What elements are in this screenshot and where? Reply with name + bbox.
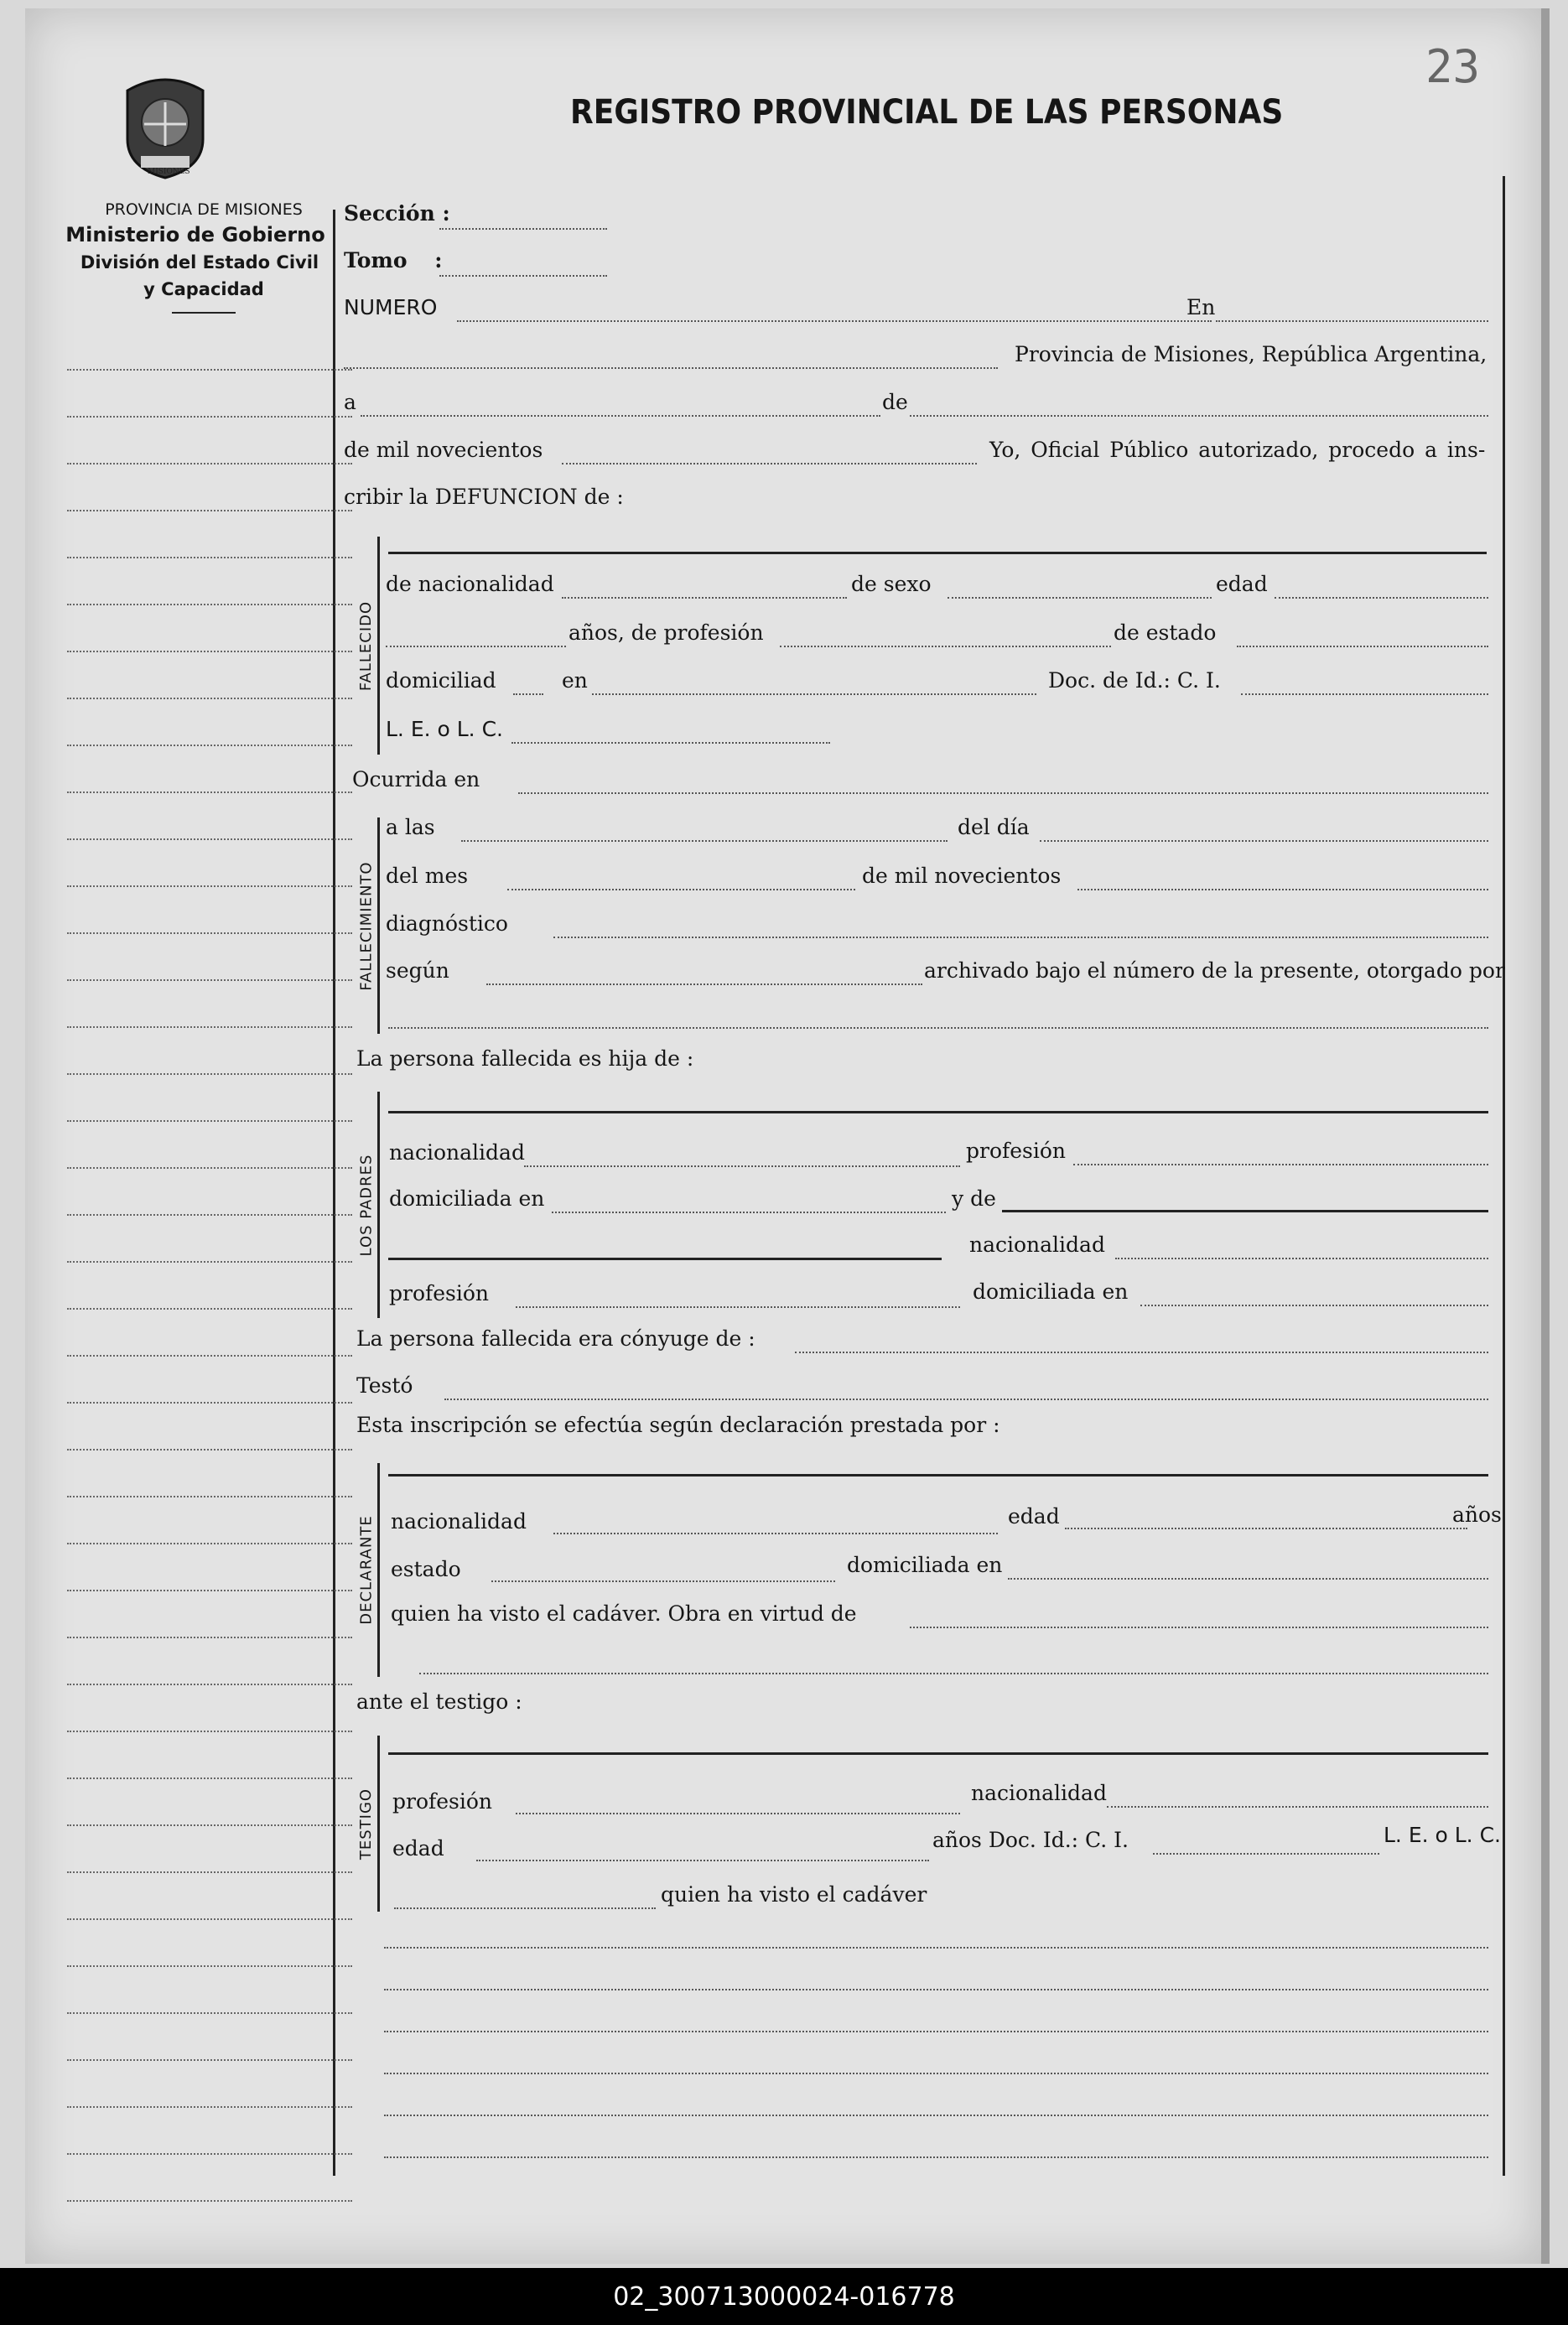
- declarante-anos-label: años: [1452, 1502, 1502, 1527]
- diagnostico-field[interactable]: [553, 937, 1488, 938]
- fallecimiento-side-label: FALLECIMIENTO: [357, 860, 376, 991]
- ocurrida-label: Ocurrida en: [352, 767, 480, 791]
- tomo-label: Tomo :: [344, 248, 443, 272]
- declarante-estado-label: estado: [391, 1557, 461, 1581]
- segun-label: según: [386, 958, 449, 983]
- location-field[interactable]: [344, 367, 998, 369]
- testigo-profesion-field[interactable]: [516, 1813, 960, 1814]
- margin-line: [67, 1637, 352, 1638]
- declarante-quien-text: quien ha visto el cadáver. Obra en virtud de: [391, 1601, 857, 1626]
- en-field[interactable]: [1216, 320, 1488, 322]
- margin-line: [67, 1824, 352, 1826]
- margin-line: [67, 2200, 352, 2202]
- dia-field[interactable]: [1040, 840, 1488, 842]
- header-capacity: y Capacidad: [143, 279, 264, 299]
- testigo-edad-label: edad: [392, 1836, 444, 1861]
- numero-label: NUMERO: [344, 295, 438, 319]
- madre-name-line-1[interactable]: [1002, 1210, 1488, 1212]
- madre-domicilio-field[interactable]: [1140, 1305, 1488, 1306]
- de-mil-novecientos-label: de mil novecientos: [862, 864, 1062, 888]
- a-field[interactable]: [361, 415, 880, 417]
- margin-line: [67, 698, 352, 699]
- en-label: En: [1186, 295, 1216, 319]
- fallecido-side-label: FALLECIDO: [357, 600, 376, 691]
- madre-nacionalidad-field[interactable]: [1115, 1258, 1488, 1259]
- edad-field[interactable]: [1275, 597, 1488, 599]
- otorgado-field[interactable]: [388, 1027, 1488, 1029]
- declarante-nacionalidad-label: nacionalidad: [391, 1509, 527, 1534]
- margin-line: [67, 1026, 352, 1028]
- padre-profesion-field[interactable]: [1073, 1164, 1488, 1165]
- madre-name-line-2[interactable]: [388, 1258, 942, 1260]
- margin-line: [67, 1308, 352, 1310]
- padre-domiciliada-label: domiciliada en: [389, 1186, 545, 1211]
- sexo-label: de sexo: [851, 572, 932, 596]
- margin-line: [67, 838, 352, 840]
- domiciliad-label: domiciliad: [386, 668, 496, 693]
- testo-field[interactable]: [444, 1399, 1488, 1400]
- de-mil-label: de mil novecientos: [344, 438, 543, 462]
- padre-domicilio-field[interactable]: [552, 1212, 946, 1213]
- testigo-quien-text: quien ha visto el cadáver: [661, 1882, 927, 1907]
- estado-field[interactable]: [1237, 646, 1488, 647]
- observation-line[interactable]: [384, 2156, 1488, 2158]
- padres-side-label: LOS PADRES: [357, 1154, 376, 1256]
- padre-nacionalidad-label: nacionalidad: [389, 1140, 525, 1165]
- diagnostico-label: diagnóstico: [386, 911, 508, 936]
- margin-line: [67, 2106, 352, 2108]
- testigo-nacionalidad-field[interactable]: [1107, 1806, 1488, 1808]
- testigo-edad-field[interactable]: [476, 1860, 929, 1861]
- del-mes-label: del mes: [386, 864, 469, 888]
- a-las-field[interactable]: [461, 840, 948, 842]
- declarante-domicilio-field[interactable]: [1008, 1578, 1488, 1580]
- seccion-label: Sección :: [344, 201, 450, 226]
- declarante-virtud-field[interactable]: [910, 1627, 1488, 1628]
- margin-line: [67, 1402, 352, 1404]
- padre-nacionalidad-field[interactable]: [524, 1165, 960, 1167]
- provincia-text: Provincia de Misiones, República Argentina,: [1015, 342, 1488, 366]
- madre-profesion-field[interactable]: [516, 1306, 960, 1308]
- testigo-anos-doc-label: años Doc. Id.: C. I.: [932, 1828, 1129, 1852]
- scan-id-footer: [0, 2268, 1568, 2325]
- en-domicilio-label: en: [562, 668, 588, 693]
- le-lc-label: L. E. o L. C.: [386, 717, 503, 741]
- testo-label: Testó: [356, 1373, 413, 1398]
- conyuge-label: La persona fallecida era cónyuge de :: [356, 1326, 755, 1351]
- nacionalidad-field[interactable]: [562, 597, 847, 599]
- testigo-side-label: TESTIGO: [357, 1788, 376, 1860]
- margin-line: [67, 604, 352, 605]
- margin-line: [67, 932, 352, 934]
- madre-domiciliada-label: domiciliada en: [973, 1279, 1129, 1304]
- header-province: PROVINCIA DE MISIONES: [105, 200, 303, 219]
- year-death-field[interactable]: [1077, 889, 1488, 890]
- nacionalidad-label: de nacionalidad: [386, 572, 554, 596]
- header-ministry: Ministerio de Gobierno: [65, 223, 325, 247]
- seccion-field[interactable]: [439, 228, 607, 230]
- margin-line: [67, 510, 352, 511]
- margin-line: [67, 2153, 352, 2155]
- margin-line: [67, 1871, 352, 1873]
- seal-caption: MISIONES: [148, 168, 190, 176]
- margin-line: [67, 369, 352, 371]
- observation-line[interactable]: [384, 2031, 1488, 2032]
- margin-line: [67, 1449, 352, 1451]
- margin-line: [67, 1590, 352, 1591]
- fallecido-name-line[interactable]: [388, 552, 1487, 554]
- margin-line: [67, 2059, 352, 2061]
- testigo-nacionalidad-label: nacionalidad: [971, 1781, 1107, 1805]
- tomo-field[interactable]: [439, 275, 607, 277]
- declarante-domiciliada-label: domiciliada en: [847, 1553, 1003, 1577]
- margin-line: [67, 1214, 352, 1216]
- de-field[interactable]: [910, 415, 1488, 417]
- testigo-profesion-label: profesión: [392, 1789, 493, 1814]
- declarante-side-label: DECLARANTE: [357, 1515, 376, 1625]
- margin-line: [67, 416, 352, 418]
- cribir-text: cribir la DEFUNCION de :: [344, 485, 624, 509]
- domiciliad-suffix[interactable]: [513, 693, 543, 695]
- conyuge-field[interactable]: [795, 1352, 1488, 1353]
- margin-line: [67, 463, 352, 464]
- a-las-label: a las: [386, 815, 435, 839]
- doc-label: Doc. de Id.: C. I.: [1048, 668, 1221, 693]
- margin-ruled-lines: [67, 369, 352, 2247]
- inscripcion-text: Esta inscripción se efectúa según declaración prestada por :: [356, 1413, 1000, 1437]
- hija-de-label: La persona fallecida es hija de :: [356, 1046, 694, 1071]
- doc-field[interactable]: [1241, 693, 1488, 695]
- padre-profesion-label: profesión: [966, 1139, 1067, 1163]
- archivado-text: archivado bajo el número de la presente, otorgado por: [924, 958, 1505, 983]
- anos-profesion-label: años, de profesión: [569, 620, 764, 645]
- de-label: de: [882, 390, 908, 414]
- year-field[interactable]: [562, 463, 977, 464]
- margin-line: [67, 1918, 352, 1920]
- margin-line: [67, 1684, 352, 1685]
- scan-id: 02_300713000024-016778: [613, 2281, 955, 2312]
- madre-profesion-label: profesión: [389, 1281, 490, 1305]
- declarante-nacionalidad-field[interactable]: [553, 1533, 998, 1534]
- madre-nacionalidad-label: nacionalidad: [969, 1233, 1105, 1257]
- margin-line: [67, 885, 352, 887]
- mes-field[interactable]: [507, 889, 855, 890]
- margin-line: [67, 745, 352, 746]
- declarante-edad-field[interactable]: [1065, 1528, 1467, 1529]
- margin-line: [67, 557, 352, 558]
- header-underline: [172, 312, 236, 314]
- margin-line: [67, 1261, 352, 1263]
- padre-name-line[interactable]: [388, 1111, 1488, 1113]
- provincial-seal-icon: [119, 74, 211, 179]
- declarante-extra-field[interactable]: [419, 1673, 1488, 1674]
- estado-label: de estado: [1114, 620, 1217, 645]
- observation-line[interactable]: [384, 1989, 1488, 1990]
- sexo-field[interactable]: [948, 597, 1212, 599]
- header-division: División del Estado Civil: [80, 252, 319, 272]
- declarante-name-line[interactable]: [388, 1474, 1488, 1476]
- margin-line: [67, 1073, 352, 1075]
- page-number: 23: [1425, 40, 1481, 93]
- document-page: [25, 8, 1550, 2264]
- margin-line: [67, 791, 352, 793]
- numero-field[interactable]: [457, 320, 1212, 322]
- right-border: [1503, 176, 1505, 2176]
- margin-line: [67, 651, 352, 652]
- testigo-doc-field[interactable]: [1153, 1853, 1379, 1855]
- margin-line: [67, 1355, 352, 1357]
- margin-line: [67, 1965, 352, 1967]
- anos-field[interactable]: [386, 646, 566, 647]
- ocurrida-field[interactable]: [518, 792, 1488, 794]
- y-de-label: y de: [952, 1186, 996, 1211]
- declarante-estado-field[interactable]: [491, 1580, 835, 1582]
- profesion-field[interactable]: [780, 646, 1111, 647]
- observation-line[interactable]: [384, 2115, 1488, 2116]
- testigo-name-line[interactable]: [388, 1752, 1488, 1755]
- a-label: a: [344, 390, 356, 414]
- document-title: REGISTRO PROVINCIAL DE LAS PERSONAS: [570, 93, 1284, 132]
- margin-line: [67, 1120, 352, 1122]
- observation-line[interactable]: [384, 1947, 1488, 1949]
- margin-line: [67, 1777, 352, 1779]
- margin-line: [67, 979, 352, 981]
- testigo-quien-field[interactable]: [394, 1907, 656, 1909]
- segun-field[interactable]: [486, 983, 922, 985]
- del-dia-label: del día: [958, 815, 1030, 839]
- oficial-text: Yo, Oficial Público autorizado, procedo a ins-: [989, 438, 1486, 462]
- testigo-le-lc-label: L. E. o L. C.: [1384, 1823, 1501, 1847]
- declarante-edad-label: edad: [1008, 1504, 1060, 1528]
- observation-line[interactable]: [384, 2073, 1488, 2074]
- margin-line: [67, 1167, 352, 1169]
- margin-line: [67, 1731, 352, 1732]
- edad-label: edad: [1216, 572, 1268, 596]
- margin-line: [67, 2012, 352, 2014]
- margin-line: [67, 1543, 352, 1544]
- domicilio-field[interactable]: [592, 693, 1036, 695]
- testigo-label: ante el testigo :: [356, 1689, 522, 1714]
- margin-line: [67, 1496, 352, 1497]
- le-lc-field[interactable]: [511, 742, 830, 744]
